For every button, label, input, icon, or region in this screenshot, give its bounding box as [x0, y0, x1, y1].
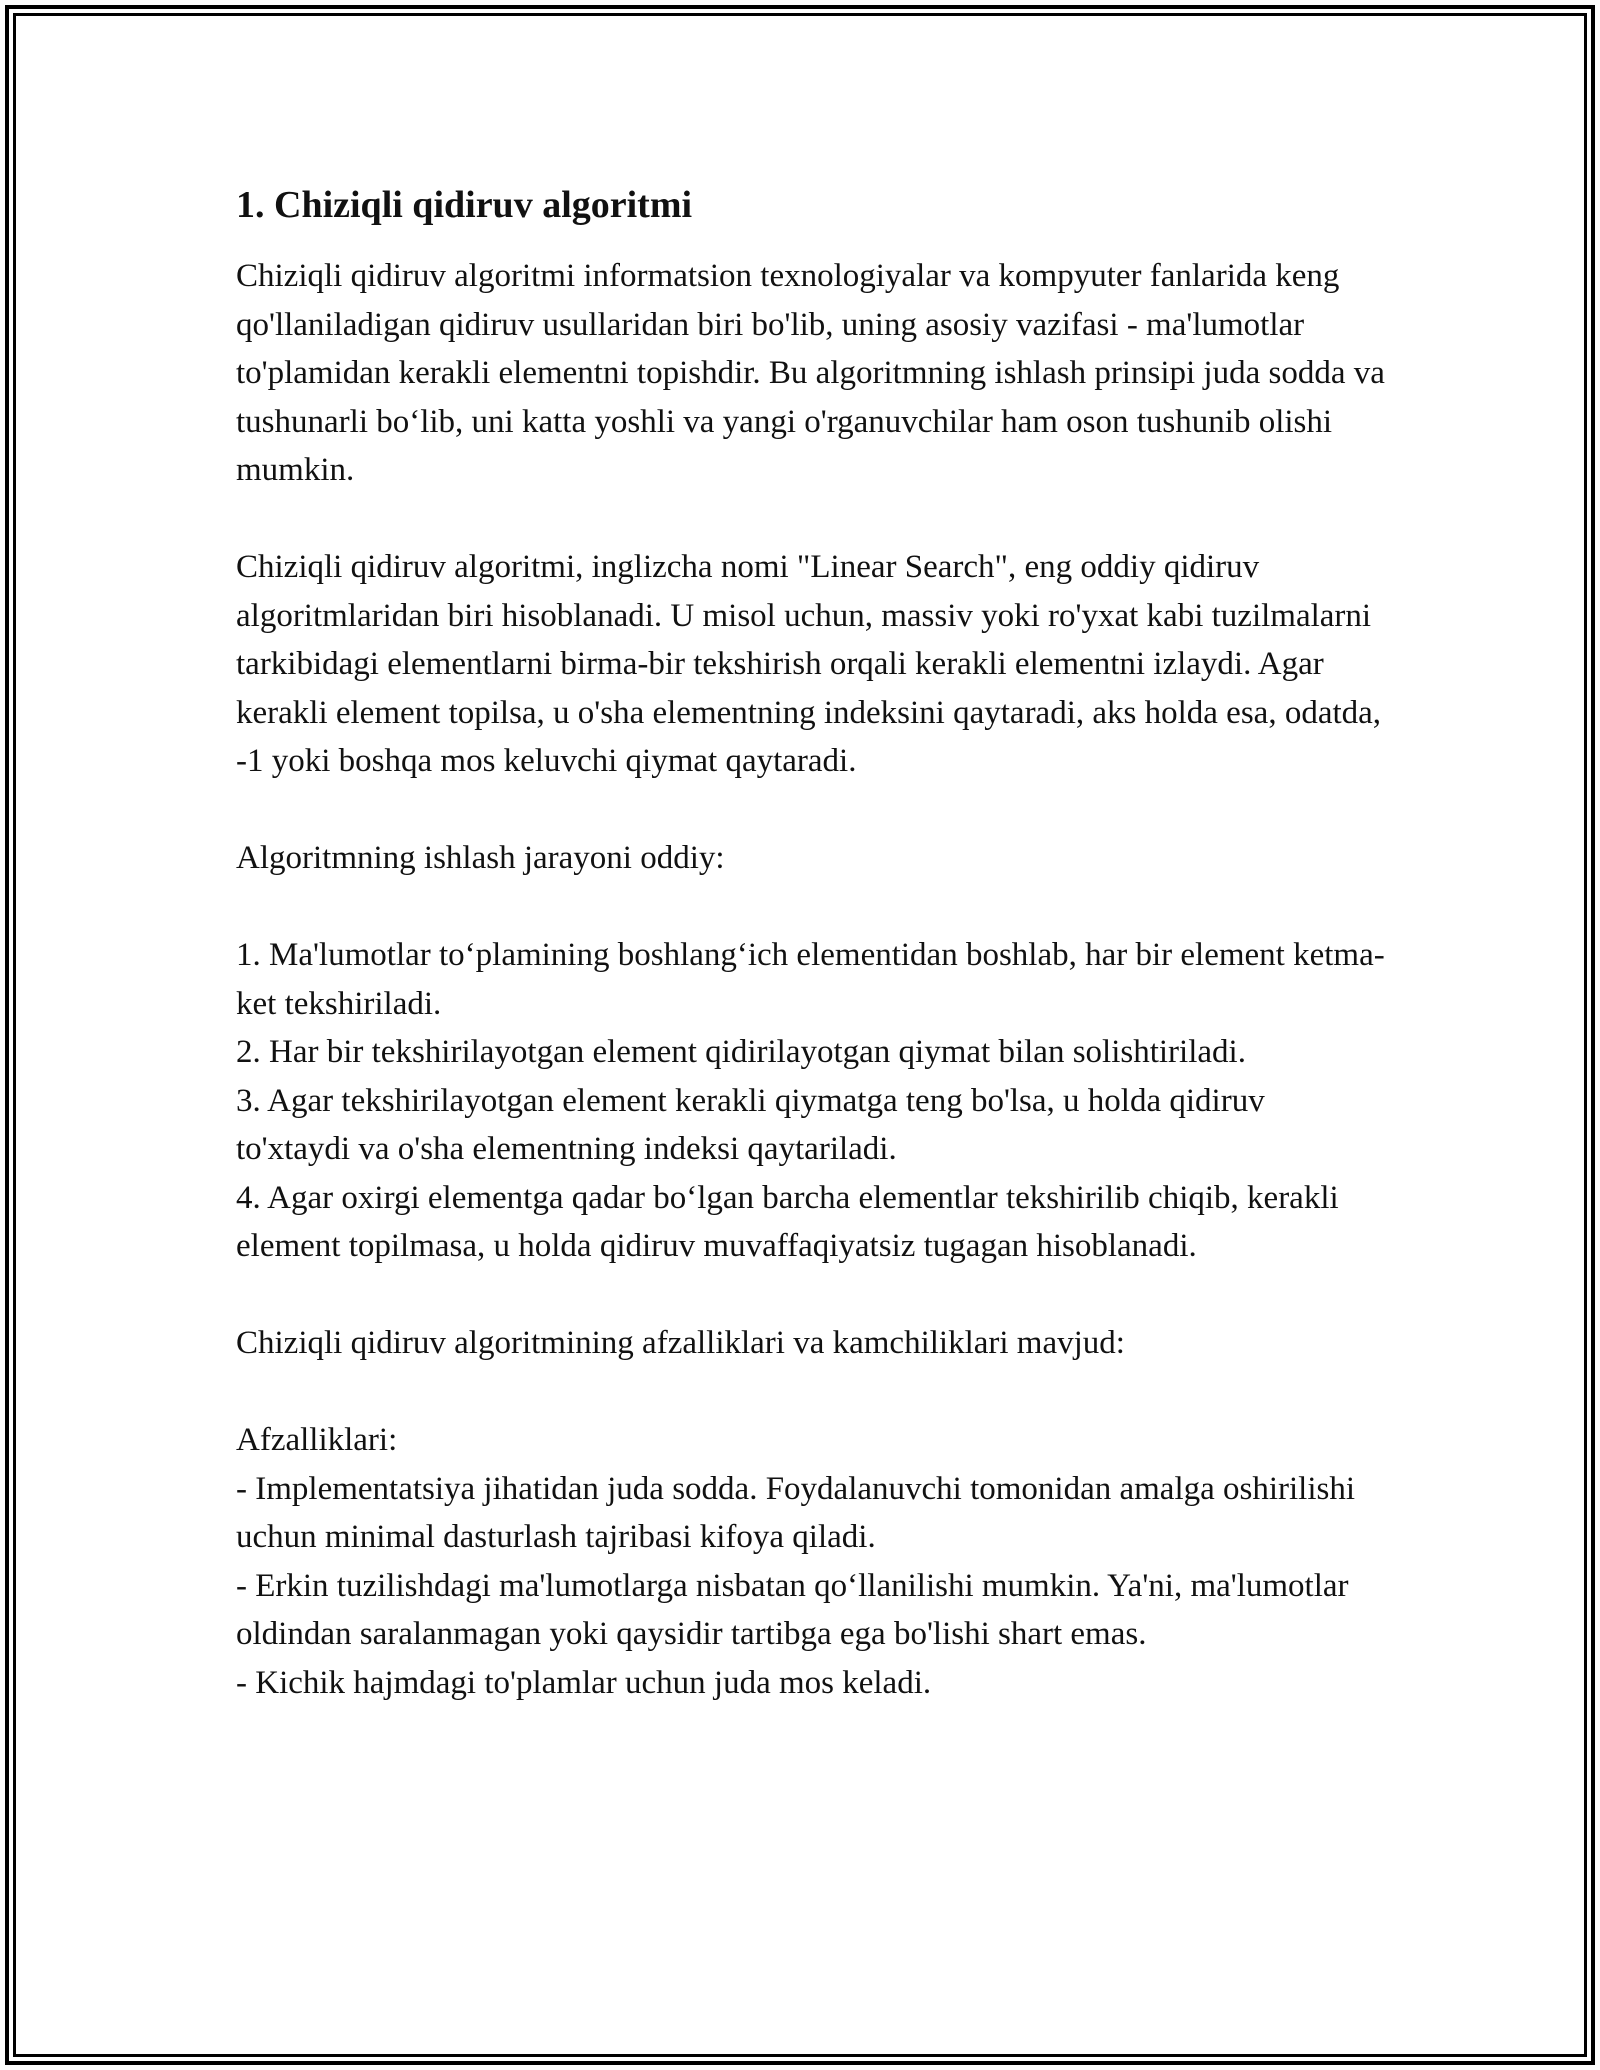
advantage-item: - Implementatsiya jihatidan juda sodda. Foydalanuvchi tomonidan amalga oshirilishi uchun minimal dasturlash tajribasi kifoya qiladi. [236, 1470, 1356, 1555]
advantages-label: Afzalliklari: [236, 1422, 398, 1458]
steps-list [236, 931, 1386, 1271]
intro-paragraph: Chiziqli qidiruv algoritmi informatsion texnologiyalar va kompyuter fanlarida keng qo'llaniladigan qidiruv usullaridan biri bo'lib, uning asosiy vazifasi - ma'lumotlar to'plamidan kerakli elementni topishdir. Bu algoritmning ishlash prinsipi juda sodda va tushunarli bo‘lib, uni katta yoshli va yangi o'rganuvchilar ham oson tushunib olishi mumkin. [236, 258, 1385, 488]
step-item: 4. Agar oxirgi elementga qadar bo‘lgan barcha elementlar tekshirilib chiqib, kerakli element topilmasa, u holda qidiruv muvaffaqiyatsiz tugagan hisoblanadi. [236, 1179, 1339, 1264]
pros-cons-intro: Chiziqli qidiruv algoritmining afzalliklari va kamchiliklari mavjud: [236, 1325, 1125, 1361]
advantage-item: - Erkin tuzilishdagi ma'lumotlarga nisbatan qo‘llanilishi mumkin. Ya'ni, ma'lumotlar oldindan saralanmagan yoki qaysidir tartibga ega bo'lishi shart emas. [236, 1567, 1349, 1652]
advantages-list [236, 1416, 1386, 1707]
document-body [236, 182, 1386, 1756]
step-item: 2. Har bir tekshirilayotgan element qidirilayotgan qiymat bilan solishtiriladi. [236, 1034, 1246, 1070]
step-item: 3. Agar tekshirilayotgan element kerakli qiymatga teng bo'lsa, u holda qidiruv to'xtaydi va o'sha elementning indeksi qaytariladi. [236, 1082, 1265, 1167]
section-heading: 1. Chiziqli qidiruv algoritmi [236, 184, 693, 226]
step-item: 1. Ma'lumotlar to‘plamining boshlang‘ich elementidan boshlab, har bir element ketma-ket tekshiriladi. [236, 937, 1385, 1022]
process-intro: Algoritmning ishlash jarayoni oddiy: [236, 840, 725, 876]
definition-paragraph: Chiziqli qidiruv algoritmi, inglizcha nomi "Linear Search", eng oddiy qidiruv algoritmlaridan biri hisoblanadi. U misol uchun, massiv yoki ro'yxat kabi tuzilmalarni tarkibidagi elementlarni birma-bir tekshirish orqali kerakli elementni izlaydi. Agar kerakli element topilsa, u o'sha elementning indeksini qaytaradi, aks holda esa, odatda, -1 yoki boshqa mos keluvchi qiymat qaytaradi. [236, 549, 1382, 779]
advantage-item: - Kichik hajmdagi to'plamlar uchun juda mos keladi. [236, 1664, 932, 1701]
